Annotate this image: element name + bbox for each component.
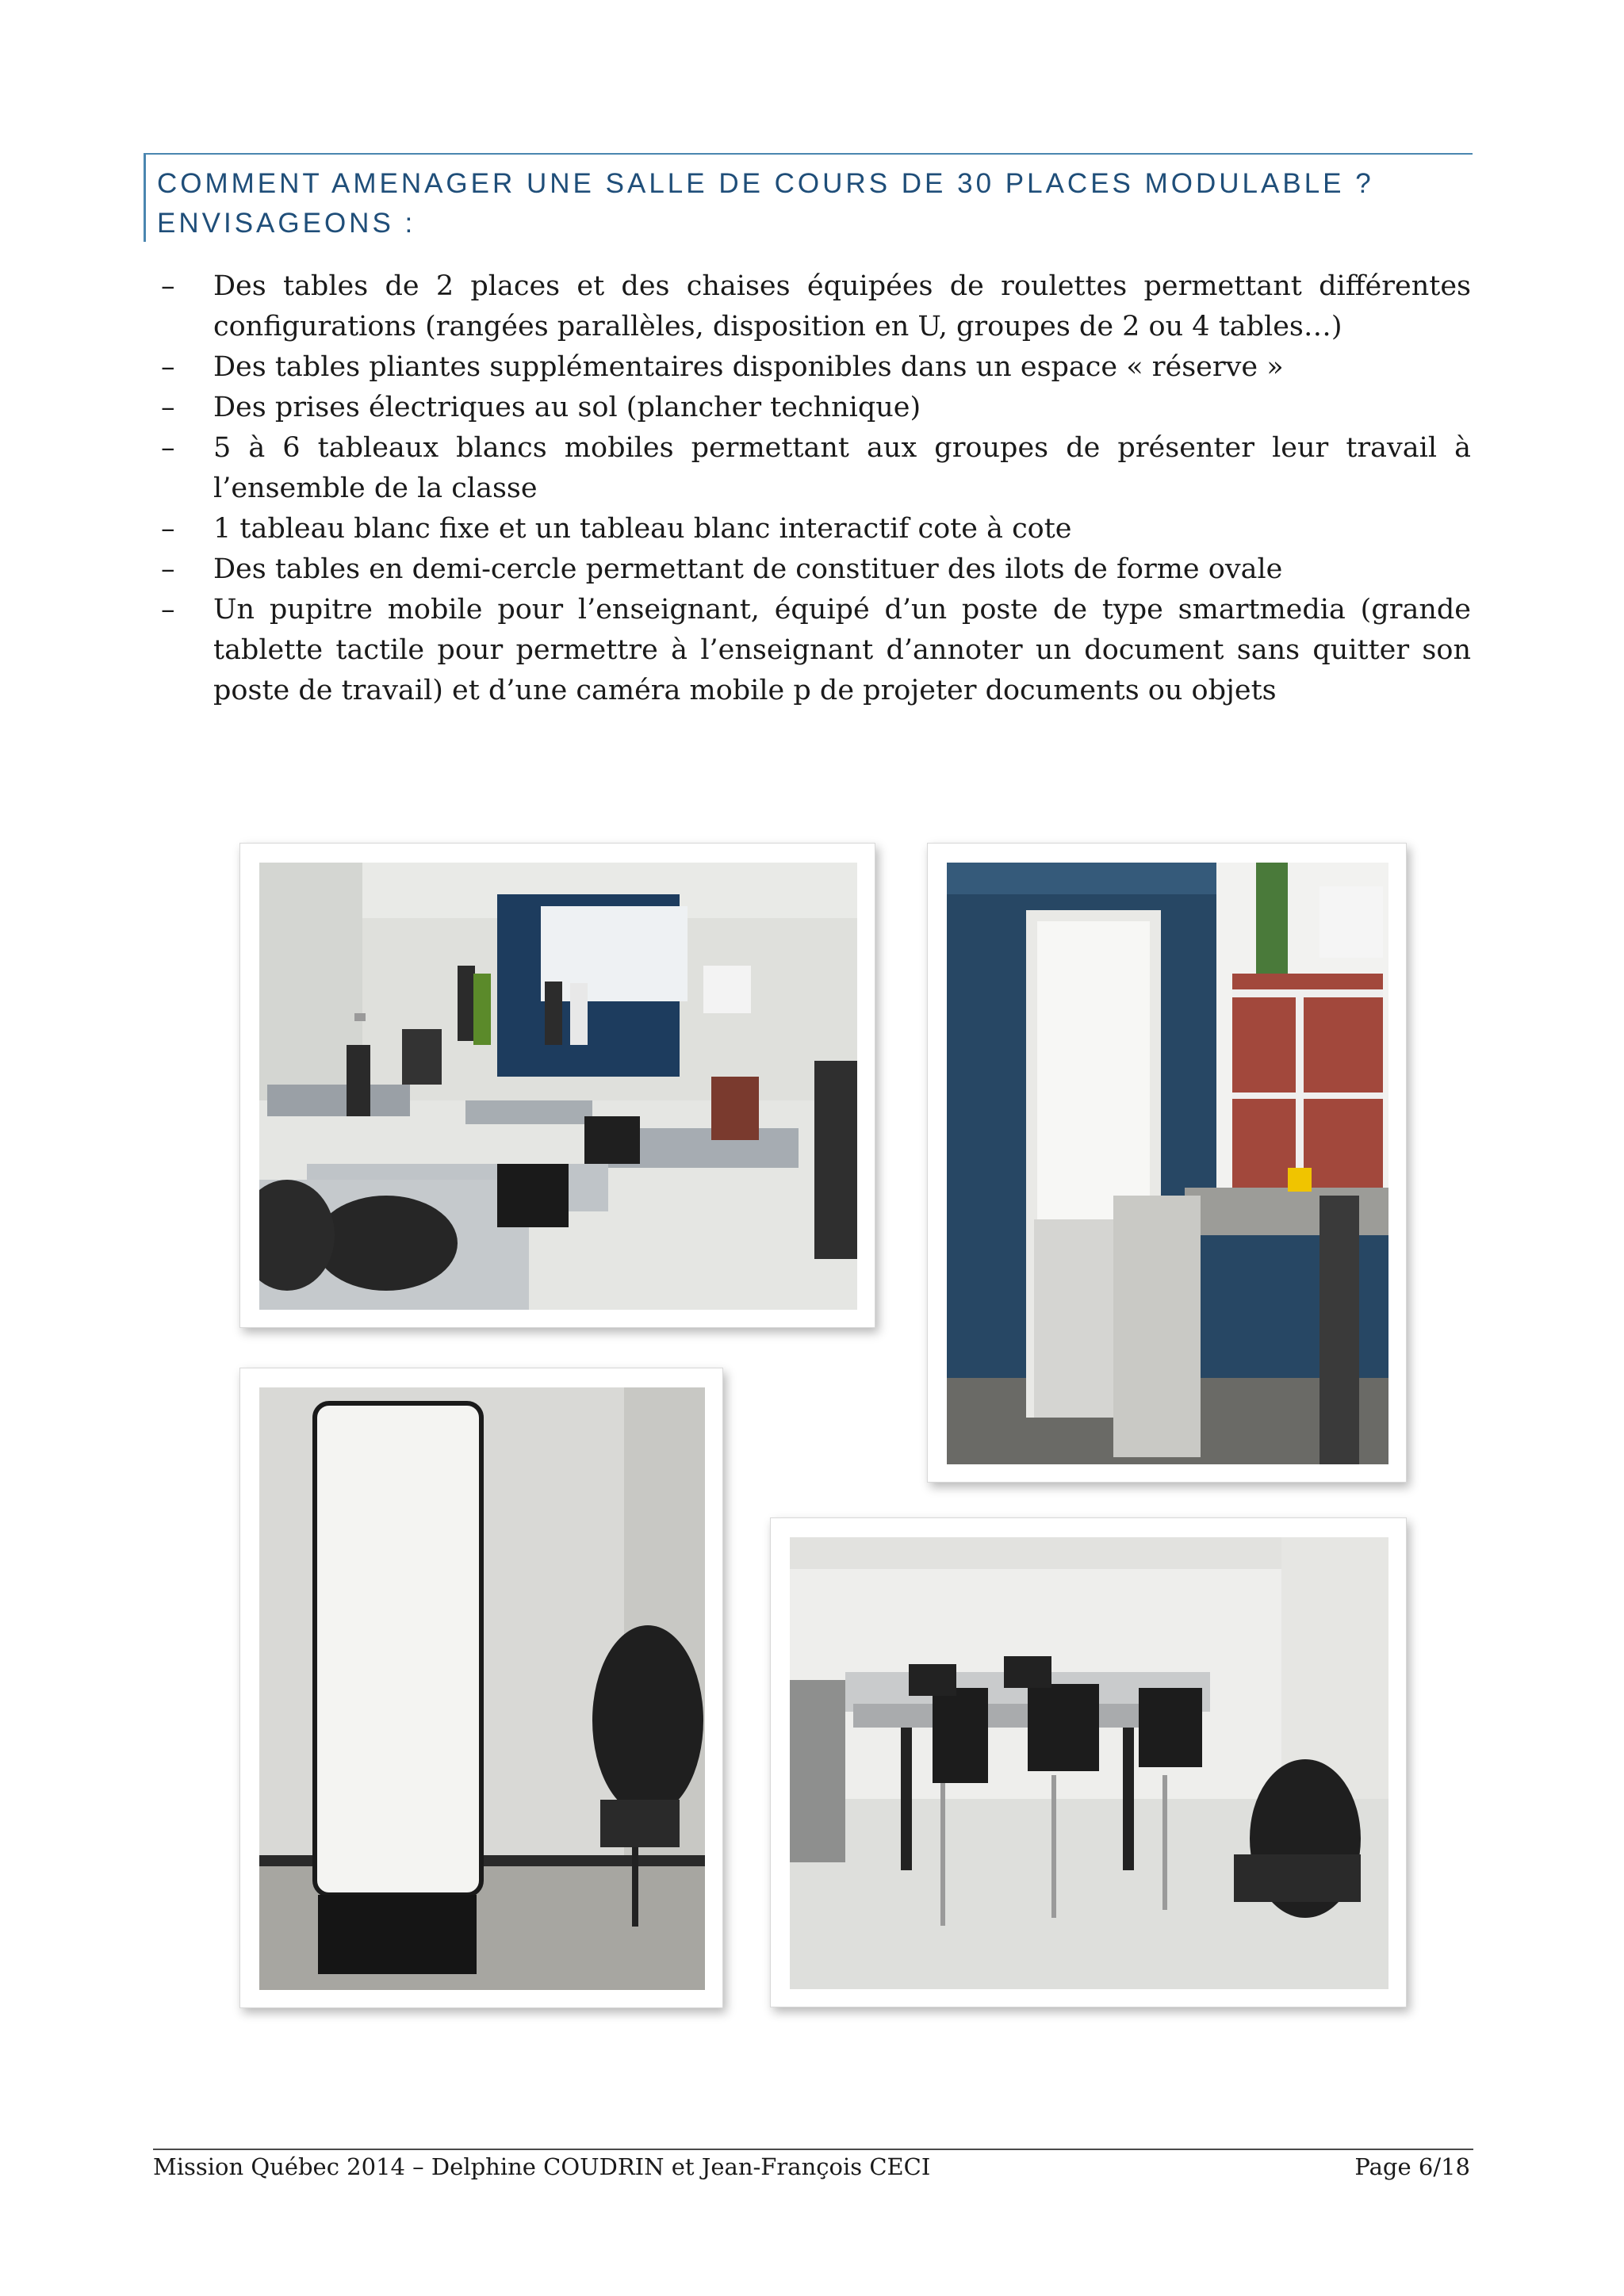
bullet-list	[161, 266, 1471, 711]
heading-line-2: ENVISAGEONS :	[157, 208, 416, 239]
photo-classroom	[239, 843, 875, 1328]
list-item-text: Des tables pliantes supplémentaires disponibles dans un espace « réserve »	[213, 351, 1284, 383]
list-item-text: Des prises électriques au sol (plancher technique)	[213, 392, 921, 423]
bullet-dash: –	[161, 594, 175, 626]
list-item-text: Un pupitre mobile pour l’enseignant, équipé d’un poste de type smartmedia (grande tablette tactile pour permettre à l’enseignant d’annoter un document sans quitter son poste de travail) et d’une caméra mobile p de projeter documents ou objets	[213, 594, 1471, 706]
list-item	[161, 509, 1471, 549]
window-whiteboards-image	[947, 863, 1388, 1464]
list-item	[161, 388, 1471, 428]
bullet-dash: –	[161, 392, 175, 423]
bullet-dash: –	[161, 553, 175, 585]
bullet-dash: –	[161, 351, 175, 383]
page-footer	[153, 2151, 1473, 2183]
list-item	[161, 266, 1471, 347]
list-item-text: Des tables en demi-cercle permettant de constituer des ilots de forme ovale	[213, 553, 1283, 585]
section-heading	[144, 153, 1473, 242]
classroom-image	[259, 863, 857, 1310]
footer-rule	[153, 2149, 1473, 2150]
bullet-dash: –	[161, 270, 175, 302]
list-item-text: 5 à 6 tableaux blancs mobiles permettant aux groupes de présenter leur travail à l’ensemble de la classe	[213, 432, 1471, 504]
list-item	[161, 590, 1471, 711]
photo-leaning-whiteboard	[239, 1368, 723, 2008]
footer-authors: Mission Québec 2014 – Delphine COUDRIN et Jean-François CECI	[153, 2153, 931, 2180]
tables-chairs-image	[790, 1537, 1388, 1989]
list-item-text: 1 tableau blanc fixe et un tableau blanc interactif cote à cote	[213, 513, 1072, 545]
list-item	[161, 428, 1471, 509]
photo-tables-chairs	[770, 1517, 1407, 2007]
page-number: Page 6/18	[1354, 2153, 1470, 2180]
leaning-whiteboard-image	[259, 1387, 705, 1990]
list-item	[161, 549, 1471, 590]
list-item	[161, 347, 1471, 388]
list-item-text: Des tables de 2 places et des chaises équipées de roulettes permettant différentes configurations (rangées parallèles, disposition en U, groupes de 2 ou 4 tables…)	[213, 270, 1471, 342]
photo-window-whiteboards	[927, 843, 1407, 1483]
heading-line-1: COMMENT AMENAGER UNE SALLE DE COURS DE 30 PLACES MODULABLE ?	[157, 168, 1374, 199]
bullet-dash: –	[161, 513, 175, 545]
bullet-dash: –	[161, 432, 175, 464]
